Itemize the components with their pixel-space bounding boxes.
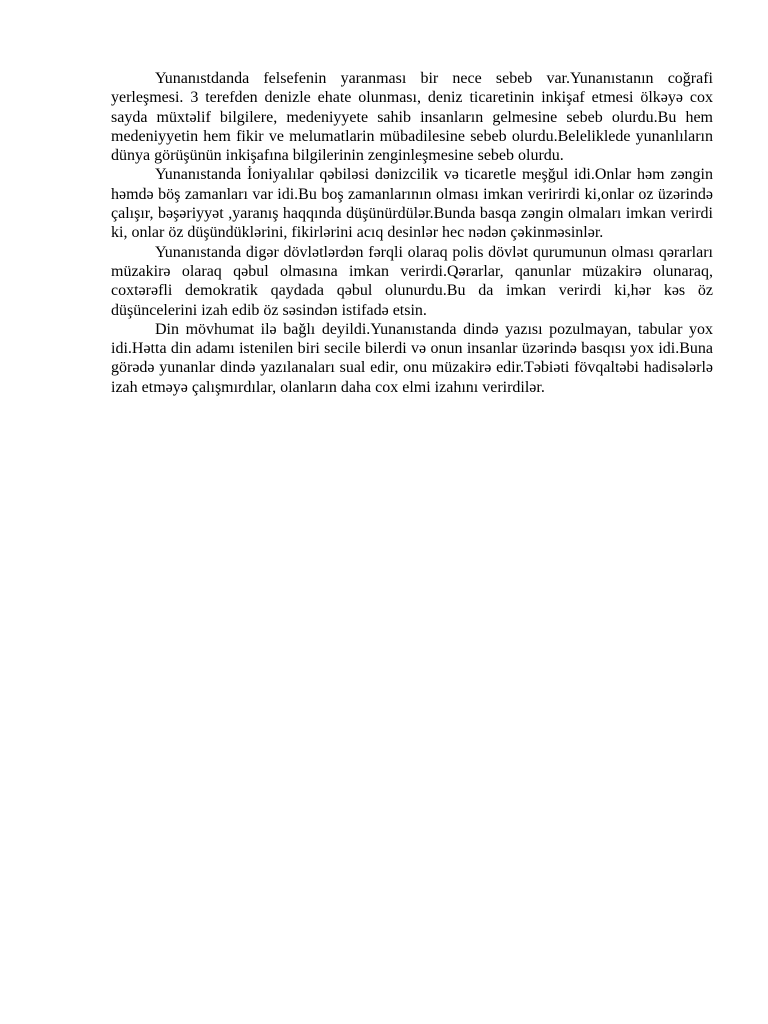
paragraph-3: Yunanıstanda digər dövlətlərdən fərqli olaraq polis dövlət qurumunun olması qərarları müzakirə olaraq qəbul olmasına imkan verirdi.Qərarlar, qanunlar müzakirə olunaraq, coxtərəfli demokratik qaydada qəbul olunurdu.Bu da imkan verirdi ki,hər kəs öz düşüncelerini izah edib öz səsindən istifadə etsin.: [111, 243, 713, 319]
paragraph-4: Din mövhumat ilə bağlı deyildi.Yunanıstanda dində yazısı pozulmayan, tabular yox idi.Hətta din adamı istenilen biri secile bilerdi və onun insanlar üzərində basqısı yox idi.Buna görədə yunanlar dində yazılanaları sual edir, onu müzakirə edir.Təbiəti fövqaltəbi hadisələrlə izah etməyə çalışmırdılar, olanların daha cox elmi izahını verirdilər.: [111, 320, 713, 396]
paragraph-2: Yunanıstanda İoniyalılar qəbiləsi dənizcilik və ticaretle meşğul idi.Onlar həm zəngin həmdə böş zamanları var idi.Bu boş zamanlarının olması imkan veririrdi ki,onlar oz üzərində çalışır, bəşəriyyət ,yaranış haqqında düşünürdülər.Bunda basqa zəngin olmaları imkan verirdi ki, onlar öz düşündüklərini, fikirlərini acıq desinlər hec nədən çəkinməsinlər.: [111, 166, 713, 242]
document-page: [111, 69, 713, 397]
paragraph-1: Yunanıstdanda felsefenin yaranması bir nece sebeb var.Yunanıstanın coğrafi yerleşmesi. 3 terefden denizle ehate olunması, deniz ticaretinin inkişaf etmesi ölkəyə cox sayda müxtəlif bilgilere, medeniyyete sahib insanların gelmesine sebeb olurdu.Bu hem medeniyyetin hem fikir ve melumatlarin mübadilesine sebeb olurdu.Beleliklede yunanlıların dünya görüşünün inkişafına bilgilerinin zenginleşmesine sebeb olurdu.: [111, 70, 713, 165]
